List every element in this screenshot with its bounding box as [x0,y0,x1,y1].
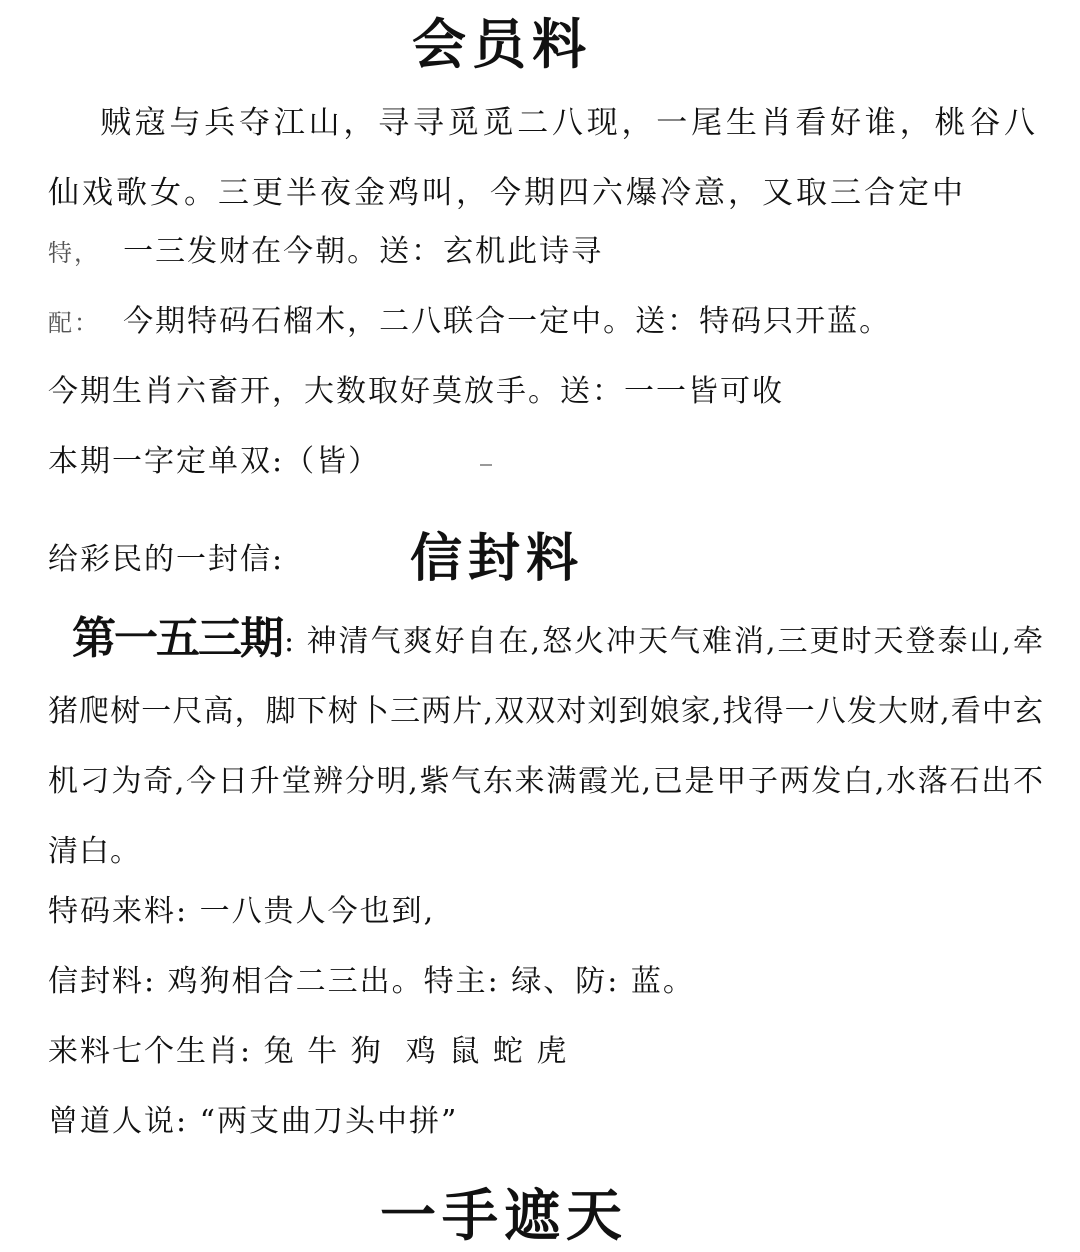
period-label: 第一五三期 [72,613,282,664]
line-te-prefix: 特， [48,239,100,267]
line-single-double: 本期一字定单双:（皆） [48,444,381,479]
line-special-source: 特码来料: 一八贵人今也到, [48,894,436,929]
line-taoist: 曾道人说: “两支曲刀头中拼” [48,1104,459,1139]
line-pei [48,302,891,343]
letter-label: 给彩民的一封信: [48,542,285,577]
line-te [48,232,603,273]
heading-envelope-material: 信封料 [410,528,585,589]
line-te-text: 一三发财在今朝。送：玄机此诗寻 [123,234,604,269]
line-envelope-material: 信封料: 鸡狗相合二三出。特主: 绿、防: 蓝。 [48,964,695,999]
line-seven-zodiacs: 来料七个生肖: 兔 牛 狗 鸡 鼠 蛇 虎 [48,1034,569,1069]
ink-smudge [480,464,492,466]
envelope-paragraph-text: : 神清气爽好自在,怒火冲天气难消,三更时天登泰山,牵猪爬树一尺高，脚下树卜三两片,双双对刘到娘家,找得一八发大财,看中玄机刁为奇,今日升堂辨分明,紫气东来满霞光,已是甲子两发白,水落石出不清白。 [48,624,1044,869]
heading-bottom: 一手遮天 [380,1183,628,1249]
member-material-paragraph: 贼寇与兵夺江山，寻寻觅觅二八现，一尾生肖看好谁，桃谷八仙戏歌女。三更半夜金鸡叫，今期四六爆冷意，又取三合定中 [48,105,1038,211]
line-pei-prefix: 配： [48,309,100,337]
line-pei-text: 今期特码石榴木，二八联合一定中。送：特码只开蓝。 [123,304,892,339]
line-zodiac: 今期生肖六畜开，大数取好莫放手。送：一一皆可收 [48,374,784,409]
envelope-paragraph [48,604,1044,887]
heading-member-material: 会员料 [412,12,592,76]
